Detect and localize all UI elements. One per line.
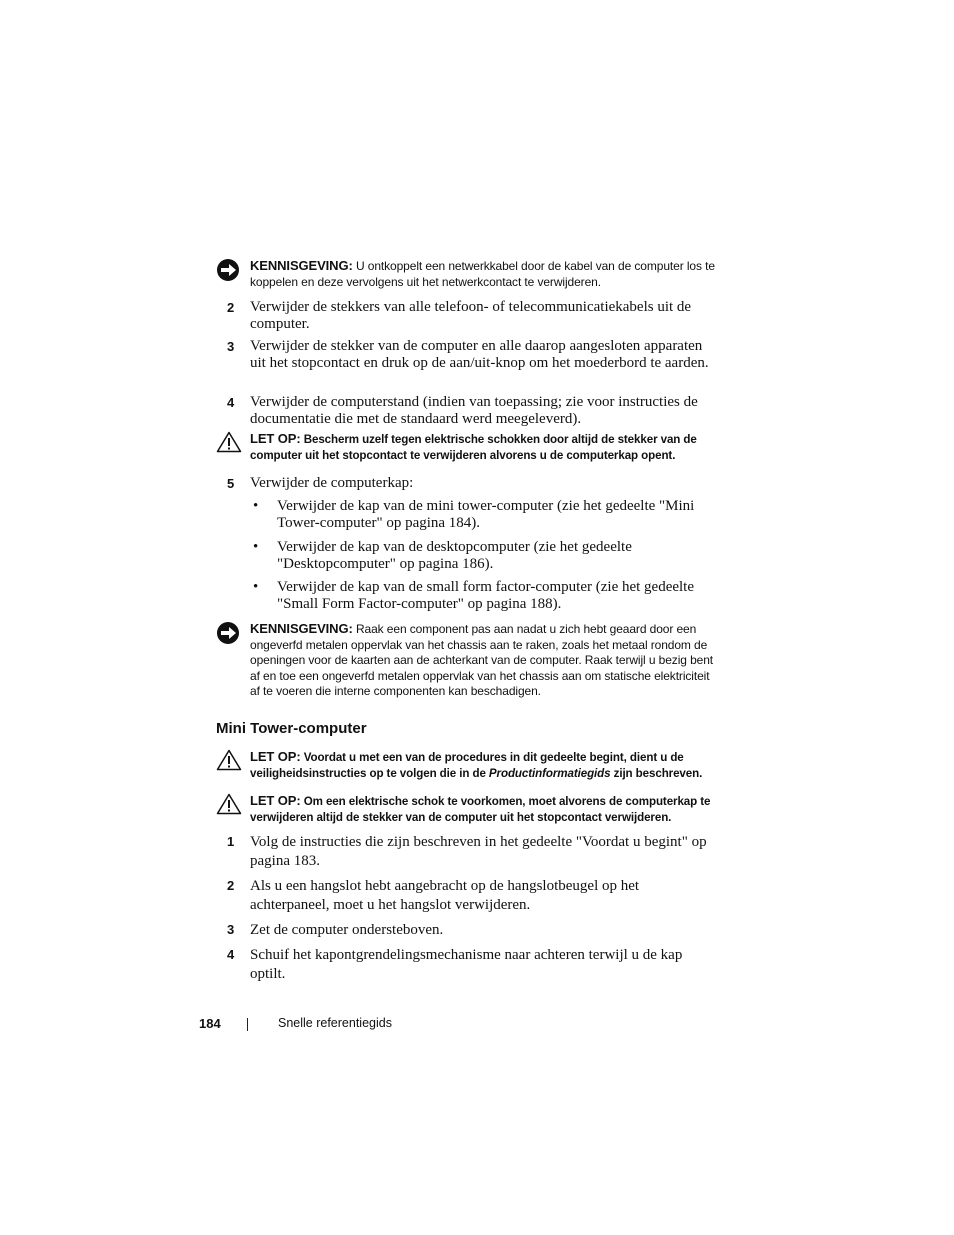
bullet-text: Verwijder de kap van de mini tower-computer (zie het gedeelte "Mini Tower-computer" op pagina 184). <box>277 498 695 531</box>
notice-1 <box>216 258 716 290</box>
section-heading: Mini Tower-computer <box>216 720 367 737</box>
bullet-item <box>216 579 716 613</box>
notice-label: KENNISGEVING: <box>250 258 353 273</box>
step-text: Volg de instructies die zijn beschreven in het gedeelte "Voordat u begint" op pagina 183. <box>250 834 707 869</box>
bullet-dot: • <box>253 579 259 595</box>
caution-triangle-icon <box>216 749 240 773</box>
step-text: Schuif het kapontgrendelingsmechanisme naar achteren terwijl u de kap optilt. <box>250 947 683 982</box>
step-item <box>216 338 716 372</box>
step-number: 1 <box>227 834 235 849</box>
step-number: 4 <box>227 947 235 962</box>
step-number: 2 <box>227 300 235 315</box>
notice-arrow-icon <box>216 258 240 282</box>
caution-label: LET OP: <box>250 749 301 764</box>
step-number: 4 <box>227 395 235 410</box>
step-item <box>216 299 716 333</box>
step-item <box>216 394 716 428</box>
caution-triangle-icon <box>216 431 240 455</box>
notice-text: U ontkoppelt een netwerkkabel door de kabel van de computer los te koppelen en deze vervolgens uit het netwerkcontact te verwijderen. <box>250 259 715 289</box>
page-number: 184 <box>199 1016 221 1031</box>
bullet-item <box>216 539 716 573</box>
step-item <box>216 833 716 871</box>
bullet-dot: • <box>253 498 259 514</box>
caution-text: Om een elektrische schok te voorkomen, moet alvorens de computerkap te verwijderen altijd de stekker van de computer uit het stopcontact verwijderen. <box>250 795 711 824</box>
step-number: 2 <box>227 878 235 893</box>
step-text: Verwijder de stekkers van alle telefoon- of telecommunicatiekabels uit de computer. <box>250 299 692 332</box>
caution-text: Voordat u met een van de procedures in dit gedeelte begint, dient u de veiligheidsinstructies op te volgen die in de <box>250 751 684 780</box>
step-number: 5 <box>227 476 235 491</box>
bullet-dot: • <box>253 539 259 555</box>
notice-arrow-icon <box>216 621 240 645</box>
step-item <box>216 877 716 915</box>
caution-text: Bescherm uzelf tegen elektrische schokken door altijd de stekker van de computer uit het stopcontact te verwijderen alvorens u de computerkap opent. <box>250 433 697 462</box>
caution-1 <box>216 431 716 464</box>
step-number: 3 <box>227 922 235 937</box>
bullet-text: Verwijder de kap van de desktopcomputer (zie het gedeelte "Desktopcomputer" op pagina 186). <box>277 539 632 572</box>
step-text: Als u een hangslot hebt aangebracht op de hangslotbeugel op het achterpaneel, moet u het hangslot verwijderen. <box>250 878 640 913</box>
step-text: Zet de computer ondersteboven. <box>250 922 444 938</box>
caution-label: LET OP: <box>250 431 301 446</box>
caution-text-end: zijn beschreven. <box>610 767 703 780</box>
step-item <box>216 475 716 492</box>
caution-triangle-icon <box>216 793 240 817</box>
footer-divider <box>247 1018 248 1031</box>
notice-text: Raak een component pas aan nadat u zich hebt geaard door een ongeverfd metalen oppervlak van het chassis aan te raken, zoals het metaal rondom de openingen voor de kaarten aan de achterkant van de computer. Raak terwijl u bezig bent af en toe een ongeverfd metalen oppervlak van het chassis aan om statische elektriciteit af te voeren die interne componenten kan beschadigen. <box>250 622 714 698</box>
caution-label: LET OP: <box>250 793 301 808</box>
notice-2 <box>216 621 716 700</box>
step-text: Verwijder de stekker van de computer en alle daarop aangesloten apparaten uit het stopcontact en druk op de aan/uit-knop om het moederbord te aarden. <box>250 338 709 371</box>
step-item <box>216 921 716 940</box>
step-item <box>216 946 716 984</box>
bullet-text: Verwijder de kap van de small form factor-computer (zie het gedeelte "Small Form Factor-computer" op pagina 188). <box>277 579 695 612</box>
step-number: 3 <box>227 339 235 354</box>
bullet-item <box>216 498 716 532</box>
footer-title: Snelle referentiegids <box>278 1016 392 1030</box>
step-text: Verwijder de computerkap: <box>250 475 414 491</box>
caution-2 <box>216 749 716 782</box>
notice-label: KENNISGEVING: <box>250 621 353 636</box>
step-text: Verwijder de computerstand (indien van toepassing; zie voor instructies de documentatie die met de standaard werd meegeleverd). <box>250 394 698 427</box>
caution-3 <box>216 793 716 826</box>
caution-italic-title: Productinformatiegids <box>488 767 611 780</box>
